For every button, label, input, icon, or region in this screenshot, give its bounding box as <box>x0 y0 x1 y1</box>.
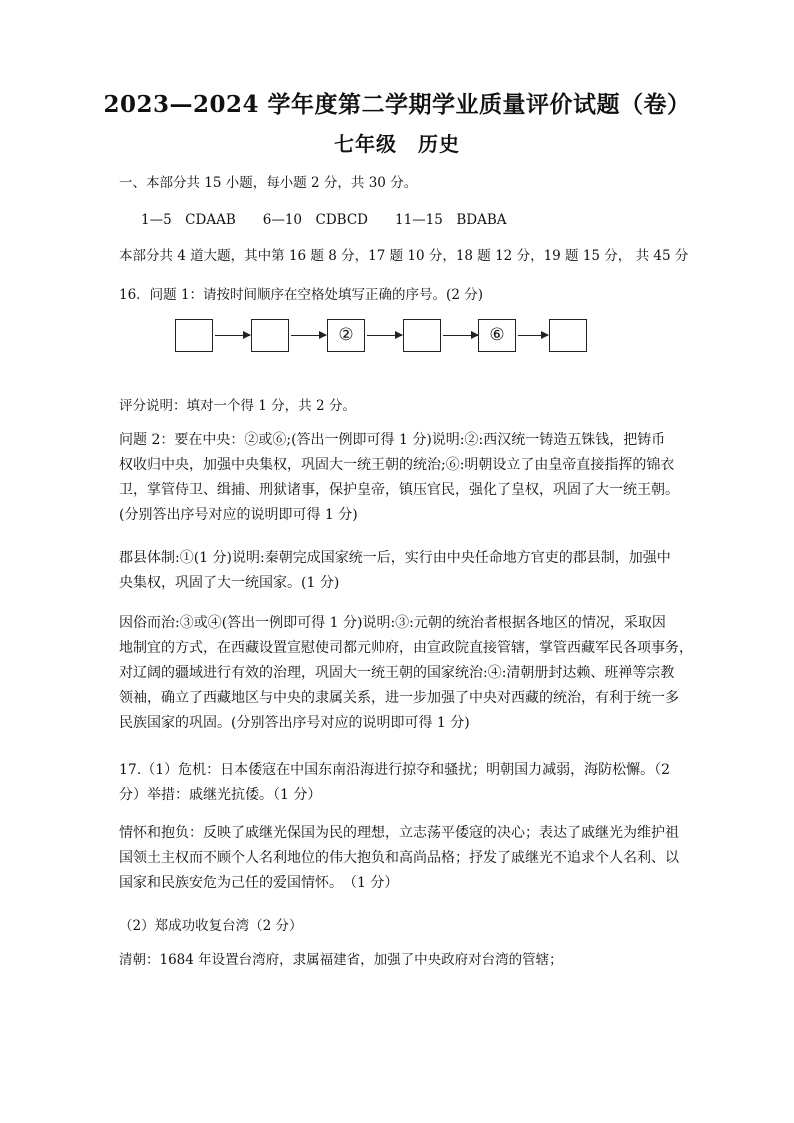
arrow-icon <box>443 335 478 336</box>
text-line: 领袖，确立了西藏地区与中央的隶属关系，进一步加强了中央对西藏的统治，有利于统一多 <box>119 690 679 706</box>
text-line: 央集权，巩固了大一统国家。(1 分) <box>119 575 340 591</box>
arrow-icon <box>367 335 402 336</box>
timeline-box-5: ⑥ <box>478 319 516 352</box>
arrow-icon <box>518 335 548 336</box>
text-line: 国家和民族安危为己任的爱国情怀。 （1 分） <box>119 875 399 891</box>
text-line: 分）举措：戚继光抗倭。（1 分） <box>119 787 322 803</box>
text-line: 情怀和抱负：反映了戚继光保国为民的理想，立志荡平倭寇的决心；表达了戚继光为维护祖 <box>119 825 679 841</box>
q16-custom-governance-paragraph <box>119 611 693 736</box>
section1-answers: 1—5 CDAAB 6—10 CDBCD 11—15 BDABA <box>141 212 507 228</box>
text-line: 17.（1）危机：日本倭寇在中国东南沿海进行掠夺和骚扰；明朝国力减弱，海防松懈。（2 <box>119 762 671 778</box>
page-title: 2023—2024 学年度第二学期学业质量评价试题（卷） <box>103 91 691 118</box>
text-line: 地制宜的方式，在西藏设置宣慰使司都元帅府，由宣政院直接管辖，掌管西藏军民各项事务， <box>119 640 693 656</box>
arrow-icon <box>291 335 326 336</box>
text-line: 因俗而治:③或④(答出一例即可得 1 分)说明:③:元朝的统治者根据各地区的情况，采取因 <box>119 615 666 631</box>
text-line: 国领土主权而不顾个人名利地位的伟大抱负和高尚品格；抒发了戚继光不追求个人名利、以 <box>119 850 679 866</box>
text-line: 权收归中央，加强中央集权，巩固大一统王朝的统治;⑥:明朝设立了由皇帝直接指挥的锦衣 <box>119 457 675 473</box>
section2-intro: 本部分共 4 道大题，其中第 16 题 8 分，17 题 10 分，18 题 12 分，19 题 15 分， 共 45 分 <box>119 248 689 264</box>
timeline-box-6 <box>549 319 587 352</box>
timeline-box-2 <box>251 319 289 352</box>
text-line: 民族国家的巩固。(分别答出序号对应的说明即可得 1 分) <box>119 715 470 731</box>
q16-question1: 16．问题 1：请按时间顺序在空格处填写正确的序号。(2 分) <box>119 287 483 303</box>
timeline-flow <box>175 319 595 355</box>
q16-county-system-paragraph <box>119 546 679 596</box>
text-line: 郡县体制:①(1 分)说明:秦朝完成国家统一后，实行由中央任命地方官吏的郡县制，加强中 <box>119 550 671 566</box>
timeline-box-1 <box>175 319 213 352</box>
q17-part2: （2）郑成功收复台湾（2 分） <box>119 918 303 934</box>
text-line: 问题 2：要在中央：②或⑥;(答出一例即可得 1 分)说明:②:西汉统一铸造五铢钱，把铸币 <box>119 432 666 448</box>
arrow-icon <box>215 335 250 336</box>
text-line: 卫，掌管侍卫、缉捕、刑狱诸事，保护皇帝，镇压官民，强化了皇权，巩固了大一统王朝。 <box>119 482 679 498</box>
q17-qing-answer: 清朝：1684 年设置台湾府，隶属福建省，加强了中央政府对台湾的管辖； <box>119 952 563 968</box>
section1-intro: 一、本部分共 15 小题，每小题 2 分，共 30 分。 <box>119 175 418 191</box>
timeline-box-4 <box>403 319 441 352</box>
q17-feelings-paragraph <box>119 821 679 896</box>
text-line: (分别答出序号对应的说明即可得 1 分) <box>119 507 358 523</box>
q16-scoring-note: 评分说明：填对一个得 1 分，共 2 分。 <box>119 398 356 414</box>
q16-question2-paragraph <box>119 428 679 528</box>
text-line: 对辽阔的疆域进行有效的治理，巩固大一统王朝的国家统治:④:清朝册封达赖、班禅等宗教 <box>119 665 675 681</box>
timeline-box-3: ② <box>327 319 365 352</box>
page-subtitle: 七年级 历史 <box>334 132 460 156</box>
q17-part1-paragraph <box>119 758 679 808</box>
